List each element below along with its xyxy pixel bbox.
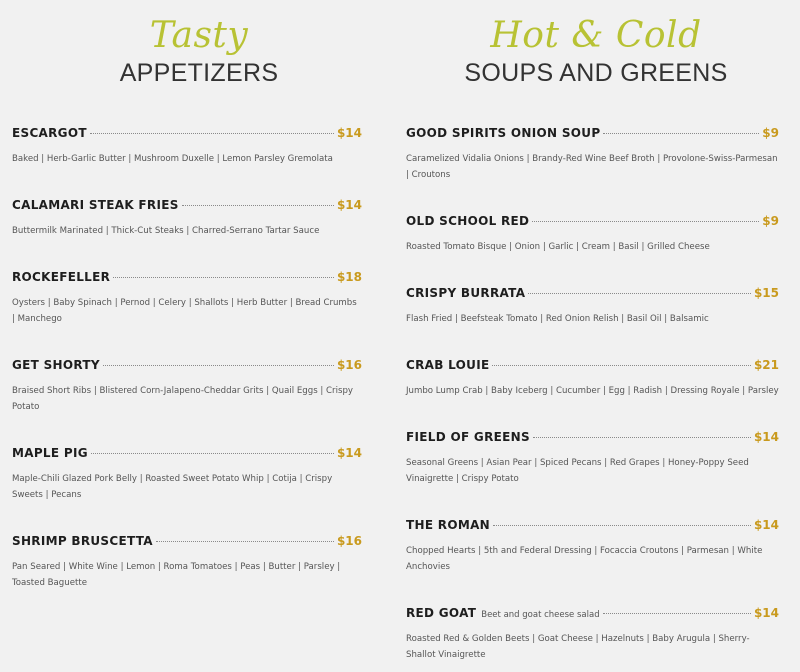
item-description: Baked | Herb-Garlic Butter | Mushroom Duxelle | Lemon Parsley Gremolata [12, 154, 333, 164]
dot-leader [103, 365, 334, 366]
item-price: $14 [336, 126, 362, 140]
appetizers-script-title: Tasty [149, 15, 249, 56]
dot-leader [90, 133, 334, 134]
item-name: CRISPY BURRATA [406, 286, 526, 300]
dot-leader [493, 525, 751, 526]
menu-item-rockefeller [12, 270, 362, 327]
item-price: $14 [753, 606, 779, 620]
item-subtitle: Beet and goat cheese salad [481, 610, 600, 620]
item-name: GET SHORTY [12, 358, 100, 372]
menu-item-escargot [12, 126, 362, 167]
menu-item-get-shorty [12, 358, 362, 415]
item-description: Braised Short Ribs | Blistered Corn-Jalapeno-Cheddar Grits | Quail Eggs | Crispy Potato [12, 386, 353, 412]
item-price: $18 [336, 270, 362, 284]
appetizers-title: APPETIZERS [119, 59, 279, 87]
item-name: GOOD SPIRITS ONION SOUP [406, 126, 601, 140]
item-price: $16 [336, 534, 362, 548]
item-description: Chopped Hearts | 5th and Federal Dressing | Focaccia Croutons | Parmesan | White Anchovies [406, 546, 763, 572]
item-description: Buttermilk Marinated | Thick-Cut Steaks | Charred-Serrano Tartar Sauce [12, 226, 320, 236]
item-name: ROCKEFELLER [12, 270, 111, 284]
dot-leader [492, 365, 750, 366]
item-description: Maple-Chili Glazed Pork Belly | Roasted Sweet Potato Whip | Cotija | Crispy Sweets | Pecans [12, 474, 333, 500]
menu-item-calamari-steak-fries [12, 198, 362, 239]
item-description: Pan Seared | White Wine | Lemon | Roma Tomatoes | Peas | Butter | Parsley | Toasted Baguette [12, 562, 341, 588]
menu-item-crab-louie [406, 358, 779, 399]
dot-leader [603, 133, 759, 134]
item-description: Caramelized Vidalia Onions | Brandy-Red Wine Beef Broth | Provolone-Swiss-Parmesan | Croutons [406, 154, 778, 180]
item-description: Seasonal Greens | Asian Pear | Spiced Pecans | Red Grapes | Honey-Poppy Seed Vinaigrette | Crispy Potato [406, 458, 749, 484]
item-name: FIELD OF GREENS [406, 430, 530, 444]
item-price: $14 [753, 430, 779, 444]
item-description: Roasted Red & Golden Beets | Goat Cheese | Hazelnuts | Baby Arugula | Sherry-Shallot Vinaigrette [406, 634, 750, 660]
menu-item-shrimp-bruscetta [12, 534, 362, 591]
dot-leader [532, 221, 759, 222]
item-name: SHRIMP BRUSCETTA [12, 534, 153, 548]
dot-leader [528, 293, 751, 294]
menu-item-old-school-red [406, 214, 779, 255]
item-price: $14 [336, 198, 362, 212]
item-name: MAPLE PIG [12, 446, 88, 460]
dot-leader [113, 277, 334, 278]
item-description: Jumbo Lump Crab | Baby Iceberg | Cucumber | Egg | Radish | Dressing Royale | Parsley [406, 386, 779, 396]
item-name: ESCARGOT [12, 126, 87, 140]
item-description: Roasted Tomato Bisque | Onion | Garlic | Cream | Basil | Grilled Cheese [406, 242, 710, 252]
item-price: $14 [336, 446, 362, 460]
item-price: $21 [753, 358, 779, 372]
item-name: OLD SCHOOL RED [406, 214, 530, 228]
soups-script-title: Hot & Cold [490, 15, 702, 56]
appetizers-heading [0, 0, 398, 88]
item-price: $14 [753, 518, 779, 532]
dot-leader [603, 613, 751, 614]
item-name: THE ROMAN [406, 518, 491, 532]
item-name: CRAB LOUIE [406, 358, 490, 372]
item-price: $15 [753, 286, 779, 300]
menu-item-crispy-burrata [406, 286, 779, 327]
menu-item-maple-pig [12, 446, 362, 503]
soups-heading [386, 0, 800, 88]
item-price: $9 [762, 126, 779, 140]
item-name: CALAMARI STEAK FRIES [12, 198, 179, 212]
menu-item-field-of-greens [406, 430, 779, 487]
dot-leader [533, 437, 751, 438]
item-description: Oysters | Baby Spinach | Pernod | Celery | Shallots | Herb Butter | Bread Crumbs | Manchego [12, 298, 357, 324]
item-name: RED GOAT [406, 606, 477, 620]
soups-title: SOUPS AND GREENS [464, 59, 728, 87]
item-price: $9 [762, 214, 779, 228]
item-price: $16 [336, 358, 362, 372]
menu-item-good-spirits-onion-soup [406, 126, 779, 183]
dot-leader [182, 205, 334, 206]
menu-item-red-goat [406, 606, 779, 663]
menu-item-the-roman [406, 518, 779, 575]
dot-leader [156, 541, 334, 542]
item-description: Flash Fried | Beefsteak Tomato | Red Onion Relish | Basil Oil | Balsamic [406, 314, 709, 324]
dot-leader [91, 453, 334, 454]
